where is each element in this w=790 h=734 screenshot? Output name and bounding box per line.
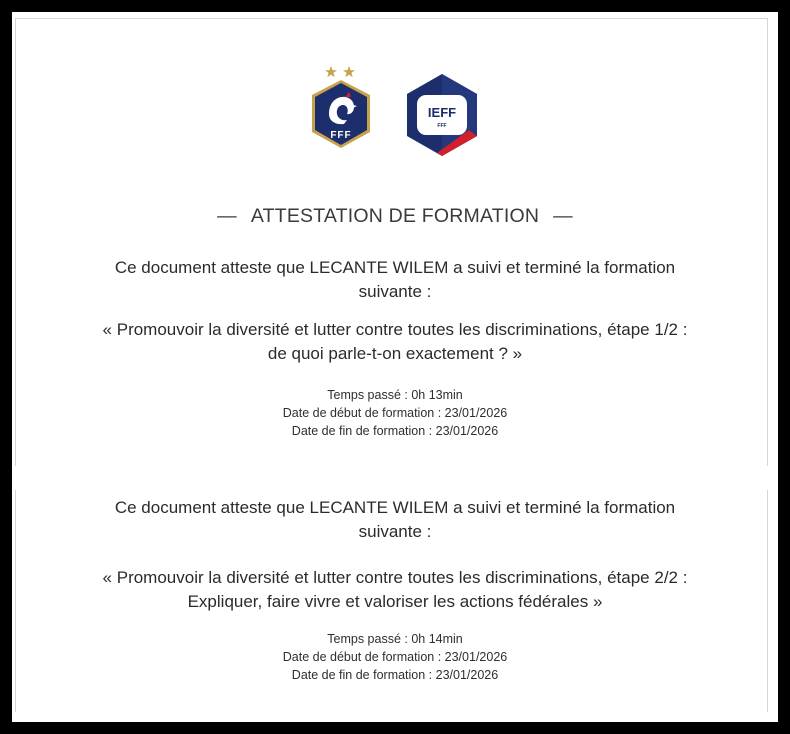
statement-line: suivante : (358, 282, 432, 301)
course-title (0, 566, 790, 614)
certificate-title (0, 205, 790, 228)
course-title-line: « Promouvoir la diversité et lutter contre toutes les discriminations, étape 2/2 : (102, 568, 688, 587)
ieff-badge-text: IEFF (427, 105, 457, 120)
course-title (0, 318, 790, 366)
ieff-badge-logo (403, 72, 481, 158)
statement-line: Ce document atteste que LECANTE WILEM a suivi et terminé la formation (114, 258, 676, 277)
attestation-statement (0, 256, 790, 304)
attestation-statement (0, 496, 790, 544)
training-details (0, 630, 790, 684)
star-icon (325, 66, 337, 77)
end-date: Date de fin de formation : 23/01/2026 (291, 668, 499, 682)
fff-crest-logo (307, 64, 375, 152)
course-title-line: « Promouvoir la diversité et lutter contre toutes les discriminations, étape 1/2 : (102, 320, 688, 339)
start-date: Date de début de formation : 23/01/2026 (282, 406, 508, 420)
page-break (15, 466, 768, 490)
statement-line: Ce document atteste que LECANTE WILEM a suivi et terminé la formation (114, 498, 676, 517)
title-text: ATTESTATION DE FORMATION (250, 205, 540, 227)
statement-line: suivante : (358, 522, 432, 541)
time-spent: Temps passé : 0h 14min (327, 632, 463, 646)
course-title-line: de quoi parle-t-on exactement ? » (267, 344, 523, 363)
end-date: Date de fin de formation : 23/01/2026 (291, 424, 499, 438)
logo-row (0, 64, 790, 154)
ieff-badge-subtext: FFF (437, 123, 447, 129)
training-details (0, 386, 790, 440)
start-date: Date de début de formation : 23/01/2026 (282, 650, 508, 664)
time-spent: Temps passé : 0h 13min (327, 388, 463, 402)
title-dash-left: — (217, 205, 237, 227)
course-title-line: Expliquer, faire vivre et valoriser les actions fédérales » (187, 592, 603, 611)
fff-crest-text: FFF (330, 130, 352, 141)
star-icon (343, 66, 355, 77)
title-dash-right: — (553, 205, 573, 227)
